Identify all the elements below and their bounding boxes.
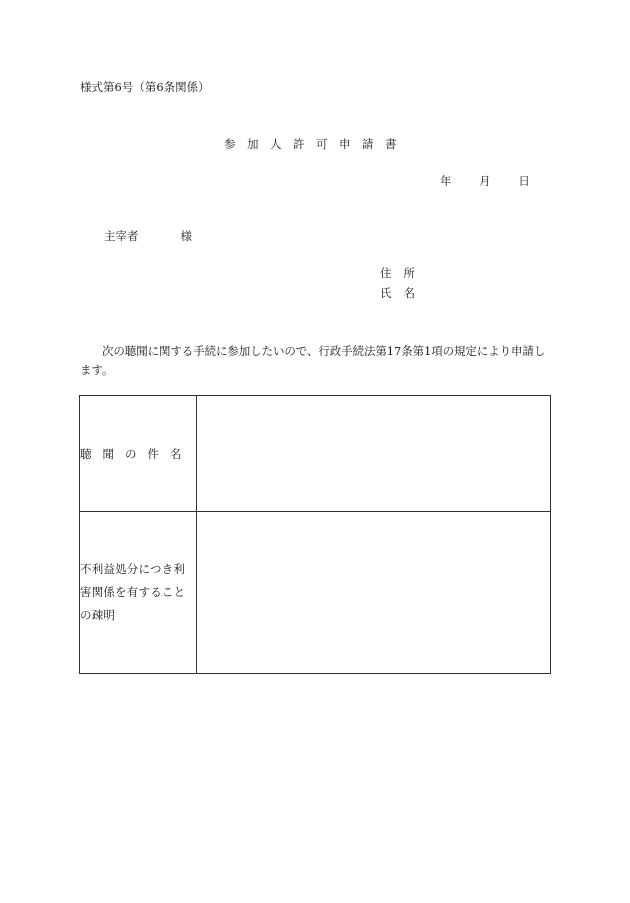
interest-proof-label: 不利益処分につき利害関係を有することの疎明 xyxy=(80,562,186,622)
case-name-label: 聴聞の件名 xyxy=(80,446,193,461)
date-row xyxy=(440,176,530,188)
case-name-label-cell xyxy=(80,396,197,512)
case-name-value[interactable] xyxy=(197,396,551,512)
form-number: 様式第6号（第6条関係） xyxy=(80,80,210,94)
document-title: 参加人許可申請書 xyxy=(224,137,408,151)
application-statement: 次の聴聞に関する手続に参加したいので、行政手続法第17条第1項の規定により申請します。 xyxy=(80,344,546,377)
date-month-label: 月 xyxy=(479,174,491,188)
table-row xyxy=(80,396,551,512)
addressee-label: 主宰者 xyxy=(104,229,139,243)
table-row xyxy=(80,512,551,674)
date-day-label: 日 xyxy=(518,174,530,188)
interest-proof-label-cell xyxy=(80,512,197,674)
applicant-address xyxy=(380,268,427,280)
addressee-honorific: 様 xyxy=(180,229,192,243)
address-label: 住所 xyxy=(380,266,427,280)
date-year-label: 年 xyxy=(440,174,452,188)
application-table xyxy=(79,395,551,674)
interest-proof-value[interactable] xyxy=(197,512,551,674)
name-label: 氏名 xyxy=(380,286,427,300)
addressee xyxy=(104,231,192,243)
applicant-name xyxy=(380,288,427,300)
